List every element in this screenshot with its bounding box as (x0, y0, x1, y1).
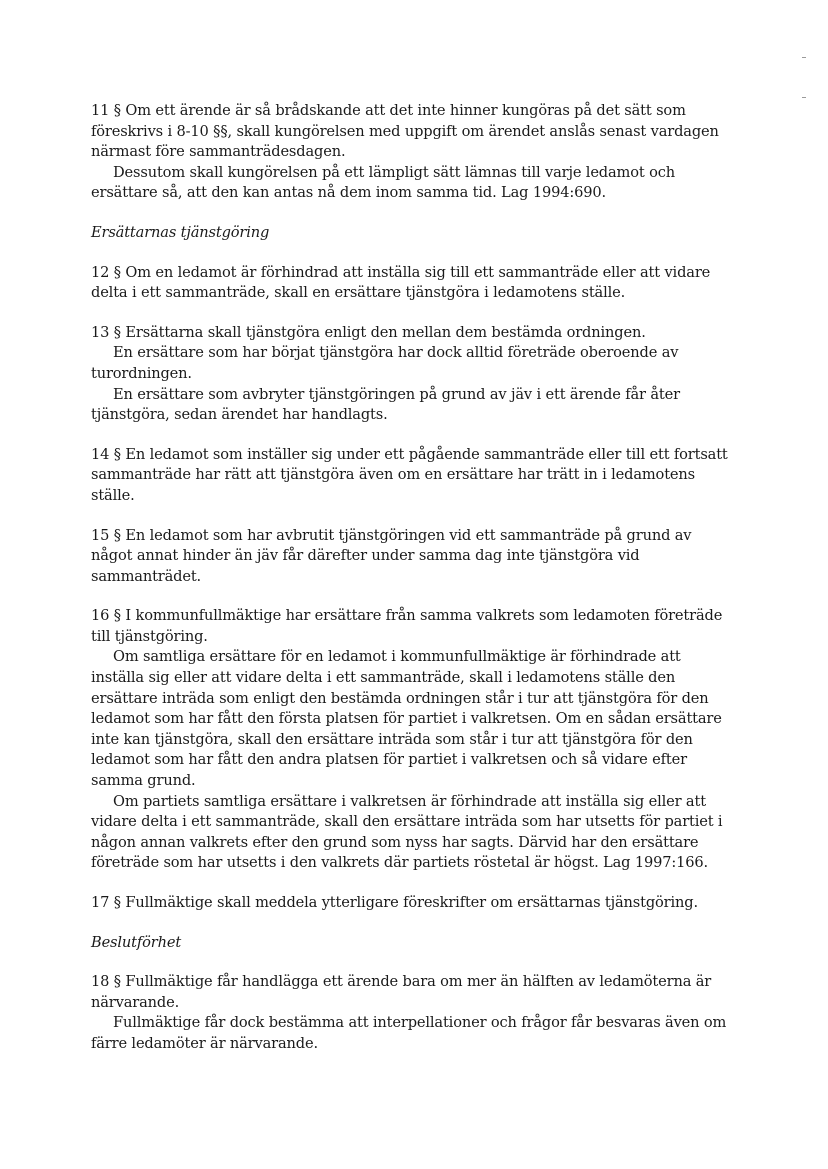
paragraph: 12 § Om en ledamot är förhindrad att inställa sig till ett sammanträde eller att vidare delta i ett sammanträde, skall en ersättare tjänstgöra i ledamotens ställe. (91, 263, 711, 302)
paragraph: 11 § Om ett ärende är så brådskande att det inte hinner kungöras på det sätt som föreskrivs i 8-10 §§, skall kungörelsen med uppgift om ärendet anslås senast vardagen närmast före sammanträdesdagen. (91, 102, 719, 161)
paragraph: 14 § En ledamot som inställer sig under ett pågående sammanträde eller till ett fortsatt sammanträde har rätt att tjänstgöra även om en ersättare har trätt in i ledamotens ställe. (91, 445, 728, 504)
section-heading: Ersättarnas tjänstgöring (91, 223, 270, 241)
section-17 (91, 893, 731, 914)
paragraph: En ersättare som har börjat tjänstgöra har dock alltid företräde oberoende av turordningen. (91, 344, 679, 382)
section-16 (91, 606, 731, 874)
section-18 (91, 972, 731, 1054)
section-11 (91, 101, 731, 204)
paragraph: 16 § I kommunfullmäktige har ersättare från samma valkrets som ledamoten företräde till tjänstgöring. (91, 607, 723, 645)
paragraph: Om samtliga ersättare för en ledamot i kommunfullmäktige är förhindrade att inställa sig eller att vidare delta i ett sammanträde, skall i ledamotens ställe den ersättare inträda som enligt den bestämda ordningen står i tur att tjänstgöra för den ledamot som har fått den första platsen för partiet i valkretsen. Om en sådan ersättare inte kan tjänstgöra, skall den ersättare inträda som står i tur att tjänstgöra för den ledamot som har fått den andra platsen för partiet i valkretsen och så vidare efter samma grund. (91, 648, 722, 790)
section-13 (91, 323, 731, 426)
section-15 (91, 526, 731, 588)
paragraph: Dessutom skall kungörelsen på ett lämpligt sätt lämnas till varje ledamot och ersättare så, att den kan antas nå dem inom samma tid. Lag 1994:690. (91, 163, 675, 202)
paragraph: 15 § En ledamot som har avbrutit tjänstgöringen vid ett sammanträde på grund av något annat hinder än jäv får därefter under samma dag inte tjänstgöra vid sammanträdet. (91, 526, 692, 585)
paragraph: 18 § Fullmäktige får handlägga ett ärende bara om mer än hälften av ledamöterna är närvarande. (91, 973, 712, 1011)
margin-mark (802, 97, 806, 98)
section-12 (91, 263, 731, 304)
paragraph: Om partiets samtliga ersättare i valkretsen är förhindrade att inställa sig eller att vidare delta i ett sammanträde, skall den ersättare inträda som har utsetts för partiet i någon annan valkrets efter den grund som nyss har sagts. Därvid har den ersättare företräde som har utsetts i den valkrets där partiets röstetal är högst. Lag 1997:166. (91, 792, 723, 872)
paragraph: 17 § Fullmäktige skall meddela ytterligare föreskrifter om ersättarnas tjänstgöring. (91, 894, 698, 911)
section-heading: Beslutförhet (91, 933, 182, 951)
document-body (91, 101, 731, 1074)
section-14 (91, 445, 731, 507)
paragraph: En ersättare som avbryter tjänstgöringen på grund av jäv i ett ärende får åter tjänstgöra, sedan ärendet har handlagts. (91, 385, 680, 424)
paragraph: Fullmäktige får dock bestämma att interpellationer och frågor får besvaras även om färre ledamöter är närvarande. (91, 1014, 727, 1052)
margin-mark (802, 57, 806, 58)
paragraph: 13 § Ersättarna skall tjänstgöra enligt den mellan dem bestämda ordningen. (91, 323, 646, 341)
